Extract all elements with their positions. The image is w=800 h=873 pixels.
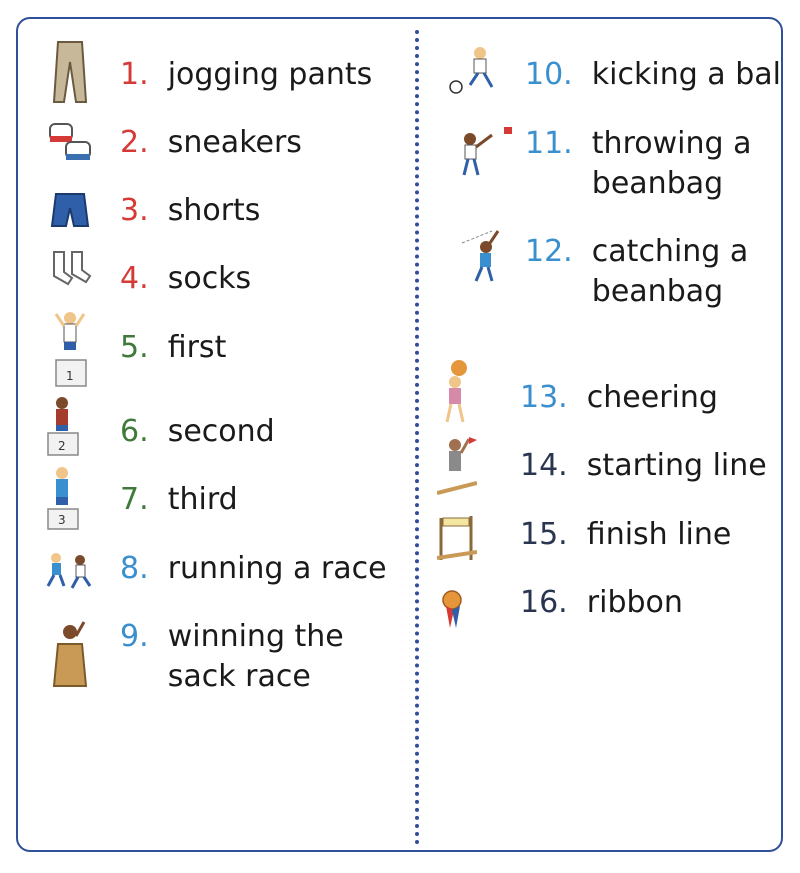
item-number: 9. bbox=[120, 619, 149, 654]
list-item-8 bbox=[120, 549, 387, 589]
item-word: socks bbox=[167, 261, 252, 296]
item-number: 16. bbox=[520, 585, 568, 620]
list-item-4 bbox=[120, 259, 251, 299]
sack-race-icon bbox=[48, 620, 92, 690]
item-number: 13. bbox=[520, 380, 568, 415]
kicking-ball-icon bbox=[448, 45, 502, 95]
list-item-9 bbox=[120, 617, 398, 697]
item-number: 1. bbox=[120, 57, 149, 92]
starting-line-icon bbox=[437, 435, 477, 501]
list-item-7 bbox=[120, 480, 238, 520]
item-number: 5. bbox=[120, 330, 149, 365]
cheering-icon bbox=[437, 358, 473, 428]
column-divider bbox=[415, 30, 419, 845]
list-item-12 bbox=[525, 232, 800, 312]
list-item-11 bbox=[525, 124, 800, 204]
item-word: sneakers bbox=[167, 125, 302, 160]
item-number: 11. bbox=[525, 126, 573, 161]
item-number: 7. bbox=[120, 482, 149, 517]
svg-text:2: 2 bbox=[58, 439, 66, 453]
item-word: running a race bbox=[167, 551, 387, 586]
second-place-podium-icon bbox=[46, 395, 82, 457]
item-word: cheering bbox=[586, 380, 718, 415]
item-word: third bbox=[167, 482, 238, 517]
finish-line-icon bbox=[437, 512, 477, 562]
list-item-6 bbox=[120, 412, 275, 452]
catching-beanbag-icon bbox=[452, 225, 516, 287]
list-item-3 bbox=[120, 191, 260, 231]
item-number: 14. bbox=[520, 448, 568, 483]
item-word: kicking a bal bbox=[591, 57, 781, 92]
item-word: winning the sack race bbox=[167, 619, 344, 694]
list-item-15 bbox=[520, 515, 731, 555]
item-word: shorts bbox=[167, 193, 261, 228]
item-word: first bbox=[167, 330, 227, 365]
first-place-podium-icon bbox=[54, 310, 90, 388]
item-number: 3. bbox=[120, 193, 149, 228]
item-word: starting line bbox=[586, 448, 767, 483]
third-place-podium-icon bbox=[46, 465, 82, 531]
shorts-icon bbox=[50, 190, 90, 230]
sneakers-icon bbox=[46, 120, 94, 166]
item-number: 12. bbox=[525, 234, 573, 269]
list-item-1 bbox=[120, 55, 372, 95]
item-number: 8. bbox=[120, 551, 149, 586]
list-item-5 bbox=[120, 328, 226, 368]
item-word: jogging pants bbox=[167, 57, 373, 92]
list-item-16 bbox=[520, 583, 683, 623]
list-item-2 bbox=[120, 123, 302, 163]
list-item-13 bbox=[520, 378, 718, 418]
item-number: 2. bbox=[120, 125, 149, 160]
item-word: finish line bbox=[586, 517, 732, 552]
svg-text:1: 1 bbox=[66, 369, 74, 383]
item-word: ribbon bbox=[586, 585, 683, 620]
socks-icon bbox=[48, 250, 94, 290]
throwing-beanbag-icon bbox=[452, 125, 518, 187]
item-word: throwing a beanbag bbox=[591, 126, 752, 201]
item-word: catching a beanbag bbox=[591, 234, 749, 309]
svg-text:3: 3 bbox=[58, 513, 66, 527]
ribbon-icon bbox=[440, 588, 468, 638]
list-item-14 bbox=[520, 446, 767, 486]
item-number: 6. bbox=[120, 414, 149, 449]
item-number: 10. bbox=[525, 57, 573, 92]
running-race-icon bbox=[44, 550, 96, 592]
item-number: 4. bbox=[120, 261, 149, 296]
item-word: second bbox=[167, 414, 275, 449]
jogging-pants-icon bbox=[50, 40, 90, 104]
item-number: 15. bbox=[520, 517, 568, 552]
list-item-10 bbox=[525, 55, 781, 95]
